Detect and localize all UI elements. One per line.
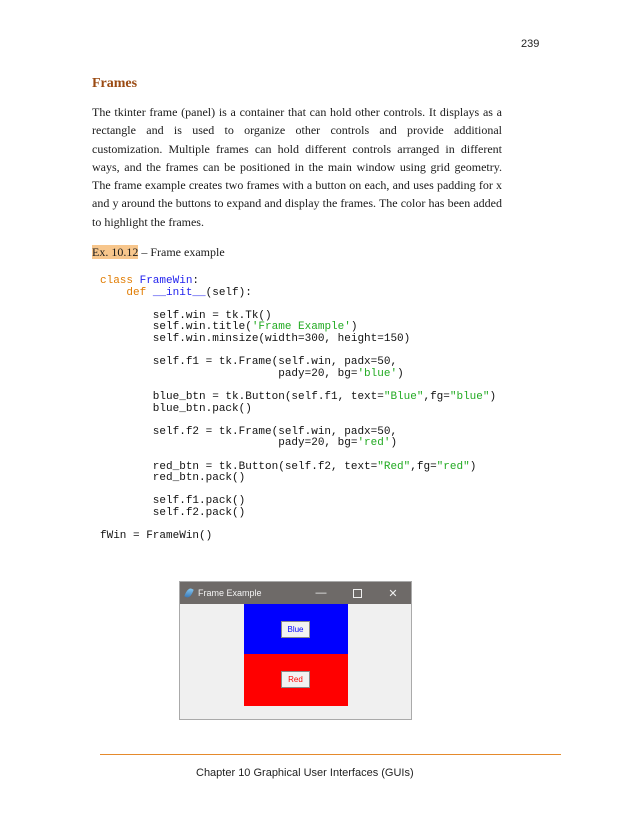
example-reference: Ex. 10.12 xyxy=(92,245,139,259)
maximize-icon xyxy=(339,582,375,604)
code-line xyxy=(100,438,496,450)
code-line xyxy=(100,531,496,543)
code-token: ,fg= xyxy=(410,460,437,473)
footer-text: Chapter 10 Graphical User Interfaces (GUIs) xyxy=(196,767,414,779)
code-token: "red" xyxy=(436,460,470,473)
code-token: self.f2.pack() xyxy=(100,506,246,519)
code-token: "Blue" xyxy=(383,390,424,403)
code-token: "blue" xyxy=(449,390,490,403)
code-token: red_btn.pack() xyxy=(100,472,246,485)
code-token: ) xyxy=(469,460,477,473)
example-caption-text: – Frame example xyxy=(138,245,225,259)
code-line xyxy=(100,288,496,300)
blue-button: Blue xyxy=(281,621,310,638)
code-token: 'blue' xyxy=(357,367,398,380)
example-caption xyxy=(92,245,225,260)
code-line xyxy=(100,473,496,485)
code-token: __init__ xyxy=(152,286,206,299)
code-token: ) xyxy=(489,390,497,403)
minimize-icon: — xyxy=(315,587,327,599)
code-token: 'red' xyxy=(357,437,391,450)
code-listing xyxy=(100,276,496,543)
code-token: pady=20, bg= xyxy=(100,367,358,380)
code-token: self.win.minsize(width=300, height=150) xyxy=(100,332,411,345)
code-token: fWin = FrameWin() xyxy=(100,530,213,543)
code-line xyxy=(100,334,496,346)
code-token: : xyxy=(192,275,200,287)
code-line xyxy=(100,369,496,381)
section-title: Frames xyxy=(92,76,138,91)
blue-frame xyxy=(244,604,348,654)
red-button: Red xyxy=(281,671,310,688)
code-line xyxy=(100,508,496,520)
code-token: def xyxy=(100,286,153,299)
code-token: (self): xyxy=(205,286,252,299)
tk-feather-icon xyxy=(184,587,194,599)
code-token: self.win = tk.Tk() xyxy=(100,309,272,322)
footer-rule xyxy=(100,754,561,755)
code-token: blue_btn = tk.Button(self.f1, text= xyxy=(100,390,384,403)
code-token: blue_btn.pack() xyxy=(100,402,252,415)
window-title: Frame Example xyxy=(198,588,262,598)
code-token: self.f2 = tk.Frame(self.win, padx=50, xyxy=(100,425,398,438)
code-token: "Red" xyxy=(377,460,411,473)
code-token: self.f1.pack() xyxy=(100,495,246,508)
body-paragraph: The tkinter frame (panel) is a container that can hold other controls. It displays as a rectangle and is used to organize other controls and provide additional customization. Multiple frames can hold different controls arranged in different ways, and the frames can be positioned in the main window using grid geometry. The frame example creates two frames with a button on each, and uses padding for x and y around the buttons to expand and display the frames. The color has been added to highlight the frames. xyxy=(92,105,502,229)
close-icon: ✕ xyxy=(388,587,398,600)
code-token: FrameWin xyxy=(139,275,193,287)
code-token: self.win.title( xyxy=(100,321,252,334)
code-token: ,fg= xyxy=(423,390,450,403)
code-token: ) xyxy=(397,367,404,380)
code-token: pady=20, bg= xyxy=(100,437,358,450)
tk-window-screenshot xyxy=(179,581,412,720)
code-token: class xyxy=(100,275,140,287)
code-token: 'Frame Example' xyxy=(251,321,351,334)
page-number: 239 xyxy=(521,38,540,50)
window-titlebar xyxy=(180,582,411,604)
red-frame xyxy=(244,654,348,706)
code-token: ) xyxy=(390,437,398,450)
code-token: self.f1 = tk.Frame(self.win, padx=50, xyxy=(100,356,398,369)
code-line xyxy=(100,404,496,416)
code-token: ) xyxy=(350,321,358,334)
code-token: red_btn = tk.Button(self.f2, text= xyxy=(100,460,378,473)
